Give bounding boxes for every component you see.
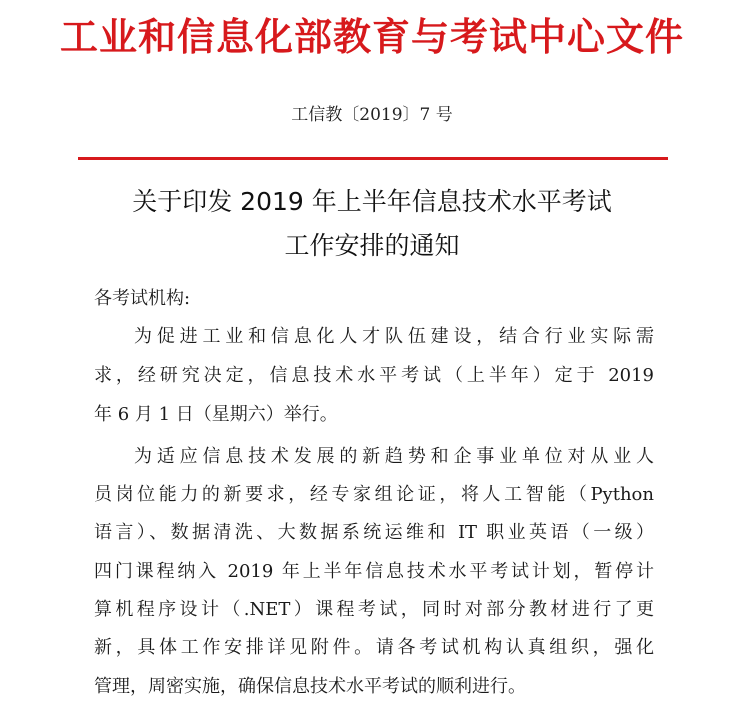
notice-title-line-1: 关于印发 2019 年上半年信息技术水平考试 <box>132 187 612 216</box>
paragraph-2-line: 算机程序设计（.NET）课程考试，同时对部分教材进行了更 <box>94 599 654 620</box>
paragraph-1-line: 求，经研究决定，信息技术水平考试（上半年）定于 2019 <box>94 365 654 386</box>
paragraph-2-line: 新，具体工作安排详见附件。请各考试机构认真组织，强化 <box>94 637 654 658</box>
paragraph-1-line: 为促进工业和信息化人才队伍建设，结合行业实际需 <box>134 326 654 347</box>
document-number: 工信教〔2019〕7 号 <box>291 105 453 125</box>
header-divider <box>78 157 668 160</box>
document-header-title: 工业和信息化部教育与考试中心文件 <box>59 14 684 59</box>
paragraph-2-line: 为适应信息技术发展的新趋势和企事业单位对从业人 <box>134 446 654 467</box>
paragraph-1-line: 年 6 月 1 日（星期六）举行。 <box>94 404 338 425</box>
salutation: 各考试机构: <box>94 288 191 309</box>
paragraph-2-line: 语言）、数据清洗、大数据系统运维和 IT 职业英语（一级） <box>94 522 654 543</box>
paragraph-2-line: 四门课程纳入 2019 年上半年信息技术水平考试计划，暂停计 <box>94 561 654 582</box>
paragraph-2-line: 员岗位能力的新要求，经专家组论证，将人工智能（Python <box>94 484 654 505</box>
notice-title-line-2: 工作安排的通知 <box>284 231 460 260</box>
paragraph-2-line: 管理，周密实施，确保信息技术水平考试的顺利进行。 <box>94 676 526 697</box>
